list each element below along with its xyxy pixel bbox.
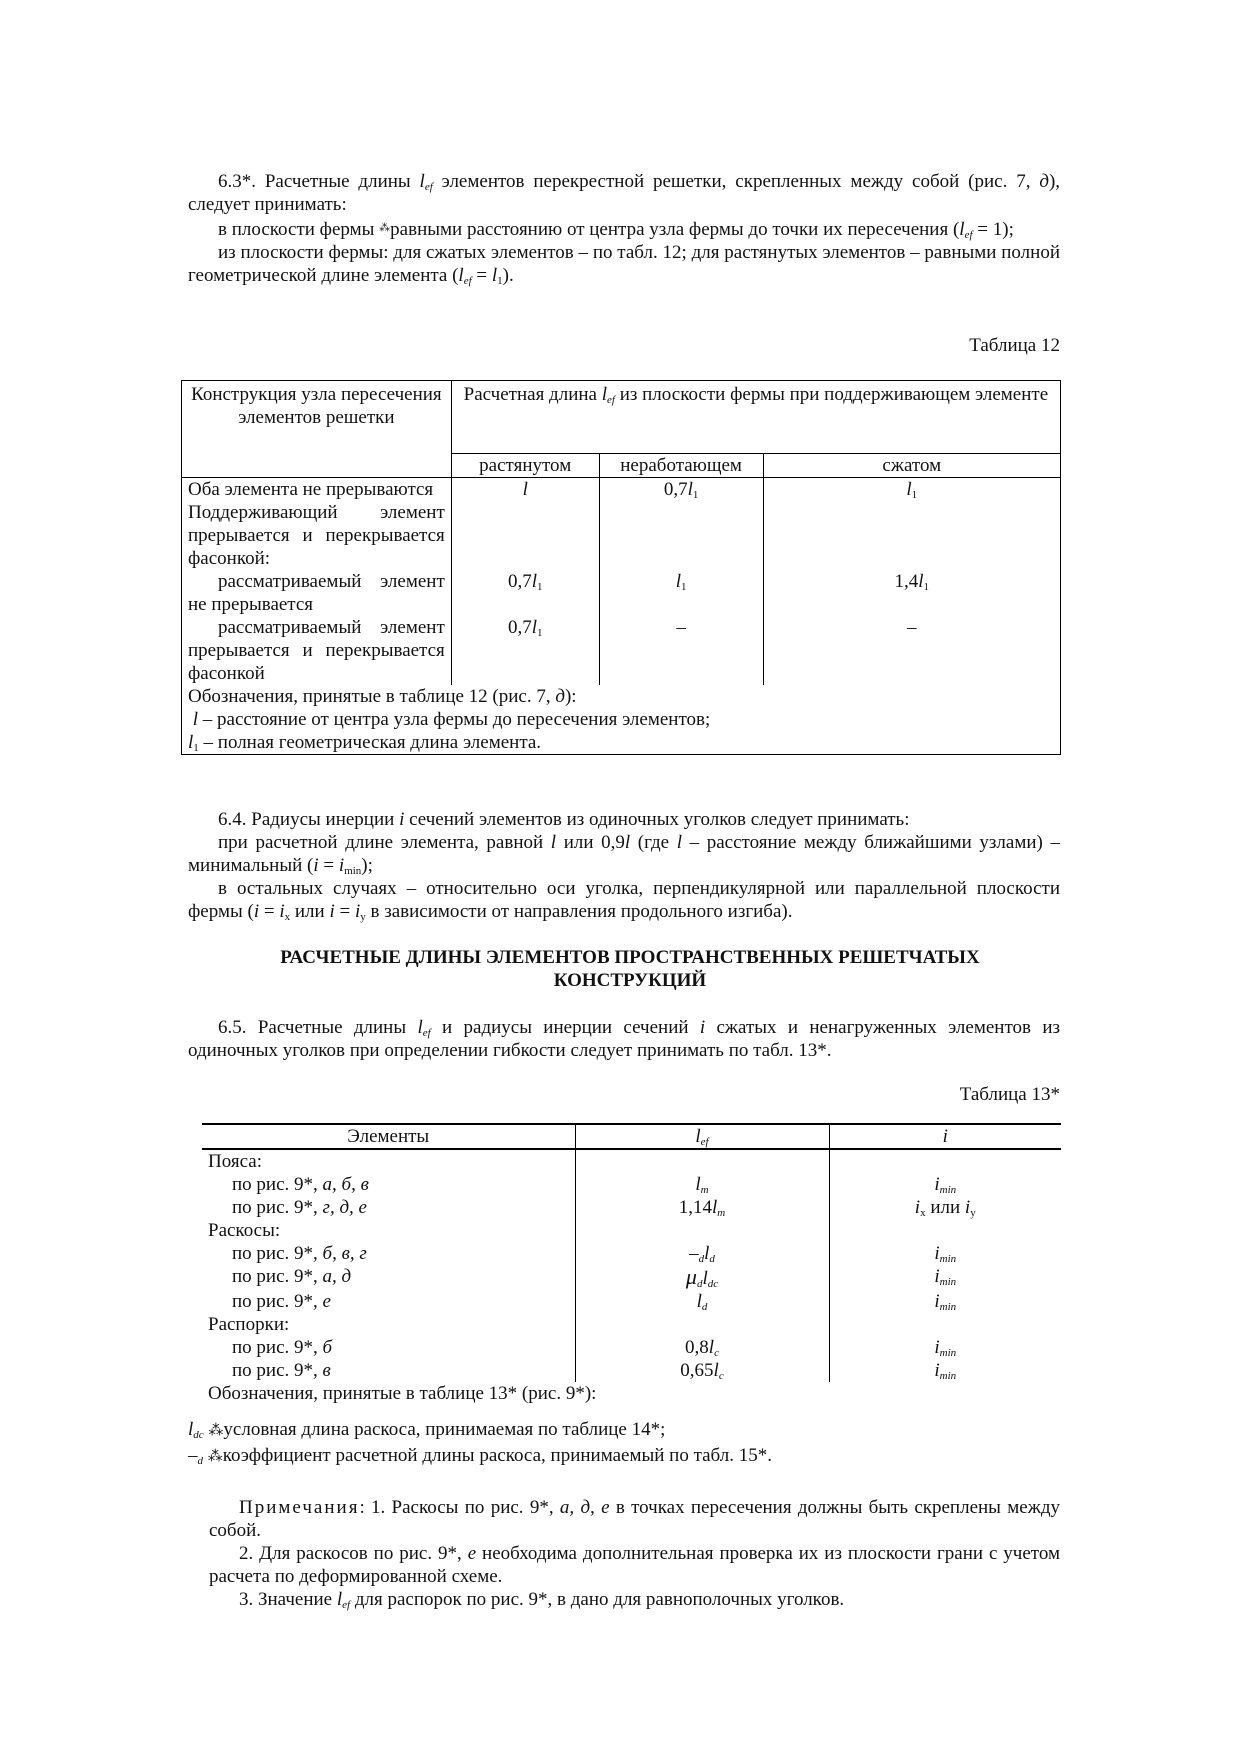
table-row: рассматриваемый элемент не прерывается $0,7l_1$ $l_1$ $1,4l_1$ [182, 570, 1061, 616]
table-header-row [202, 1124, 1061, 1149]
table-group-row: Распорки: [202, 1313, 1061, 1336]
table-row: Оба элемента не прерываются l $0,7l_1$ $l_1$ [182, 478, 1061, 502]
table-13-notation: $l_{dc}$ ⁂условная длина раскоса, принимаемая по таблице 14*; $-_d$ ⁂коэффициент расчетной длины раскоса, принимаемый по табл. 15*. [188, 1419, 772, 1467]
header-i: i [942, 1126, 948, 1147]
table-notes: Обозначения, принятые в таблице 12 (рис. 7, д): l – расстояние от центра узла фермы до пересечения элементов; $l_1$ – полная геометрическая длина элемента. [182, 685, 1061, 755]
table-row: по рис. 9*, б, в, г $-_dl_d$ $i_{min}$ [202, 1242, 1061, 1265]
table-row: по рис. 9*, г, д, е $1,14l_m$ $i_x$ или $i_y$ [202, 1196, 1061, 1219]
table-header-row [182, 381, 1061, 454]
table-13 [202, 1123, 1061, 1405]
header-calc-length: Расчетная длина $l_{ef}$ из плоскости фермы при поддерживающем элементе [451, 381, 1060, 454]
row-label: Оба элемента не прерываются [182, 478, 452, 502]
section-heading: РАСЧЕТНЫЕ ДЛИНЫ ЭЛЕМЕНТОВ ПРОСТРАНСТВЕННЫХ РЕШЕТЧАТЫХ КОНСТРУКЦИЙ [280, 947, 980, 991]
row-label: рассматриваемый элемент не прерывается [182, 570, 452, 616]
table-row [182, 501, 1061, 570]
glyph-symbol: ⁂ [379, 221, 391, 234]
table-group-row: Раскосы: [202, 1219, 1061, 1242]
paragraph-6-5: 6.5. Расчетные длины $l_{ef}$ и радиусы инерции сечений i сжатых и ненагруженных элементов из одиночных уголков при определении гибкости следует принимать по табл. 13*. [188, 1017, 1060, 1061]
header-construction: Конструкция узла пересечения элементов решетки [182, 381, 452, 478]
table-row: по рис. 9*, в $0,65l_c$ $i_{min}$ [202, 1359, 1061, 1382]
table-notes-row [182, 685, 1061, 755]
table-notes-row [202, 1382, 1061, 1405]
notes-block: Примечания: 1. Раскосы по рис. 9*, а, д, е в точках пересечения должны быть скреплены между собой. 2. Для раскосов по рис. 9*, е необходима дополнительная проверка их из плоскости грани с учетом расчета по деформированной схеме. 3. Значение $l_{ef}$ для распорок по рис. 9*, в дано для равнополочных уголков. [209, 1497, 1060, 1611]
table-row: рассматриваемый элемент прерывается и перекрывается фасонкой $0,7l_1$ – – [182, 616, 1061, 685]
table-12-caption: Таблица 12 [969, 335, 1060, 356]
table-row: по рис. 9*, б $0,8l_c$ $i_{min}$ [202, 1336, 1061, 1359]
subheader-idle: неработающем [599, 454, 763, 478]
paragraph-6-3: 6.3*. Расчетные длины $l_{ef}$ элементов перекрестной решетки, скрепленных между собой (рис. 7, д), следует принимать: в плоскости фермы ⁂равными расстоянию от центра узла фермы до точки их пересечения $(l_{ef} = 1)$; из плоскости фермы: для сжатых элементов – по табл. 12; для растянутых элементов – равными полной геометрической длине элемента $(l_{ef} = l_1)$. [188, 171, 1061, 287]
subheader-compressed: сжатом [763, 454, 1060, 478]
table-group-row: Пояса: [202, 1149, 1061, 1173]
table-13-caption: Таблица 13* [959, 1084, 1060, 1105]
subheader-tension: растянутом [451, 454, 599, 478]
table-12 [181, 380, 1061, 755]
row-label: Поддерживающий элемент прерывается и перекрывается фасонкой: [182, 501, 452, 570]
notes-label: Примечания [239, 1497, 360, 1518]
table-row: по рис. 9*, е $l_d$ $i_{min}$ [202, 1290, 1061, 1313]
glyph-symbol: ⁂ [208, 1421, 224, 1439]
table-row: по рис. 9*, а, д $\mu_dl_{dc}$ $i_{min}$ [202, 1265, 1061, 1290]
header-elements: Элементы [202, 1124, 575, 1149]
glyph-symbol: ⁂ [207, 1447, 223, 1465]
header-lef: $l_{ef}$ [575, 1124, 829, 1149]
row-label: рассматриваемый элемент прерывается и перекрывается фасонкой [182, 616, 452, 685]
table-row: по рис. 9*, а, б, в $l_m$ $i_{min}$ [202, 1173, 1061, 1196]
paragraph-6-4: 6.4. Радиусы инерции i сечений элементов из одиночных уголков следует принимать: при расчетной длине элемента, равной l или 0,9l (где l – расстояние между ближайшими узлами) – минимальный $(i = i_{min})$; в остальных случаях – относительно оси уголка, перпендикулярной или параллельной плоскости фермы ($i = i_x$ или $i = i_y$ в зависимости от направления продольного изгиба). [188, 809, 1060, 923]
table-notes: Обозначения, принятые в таблице 13* (рис. 9*): [208, 1383, 597, 1404]
